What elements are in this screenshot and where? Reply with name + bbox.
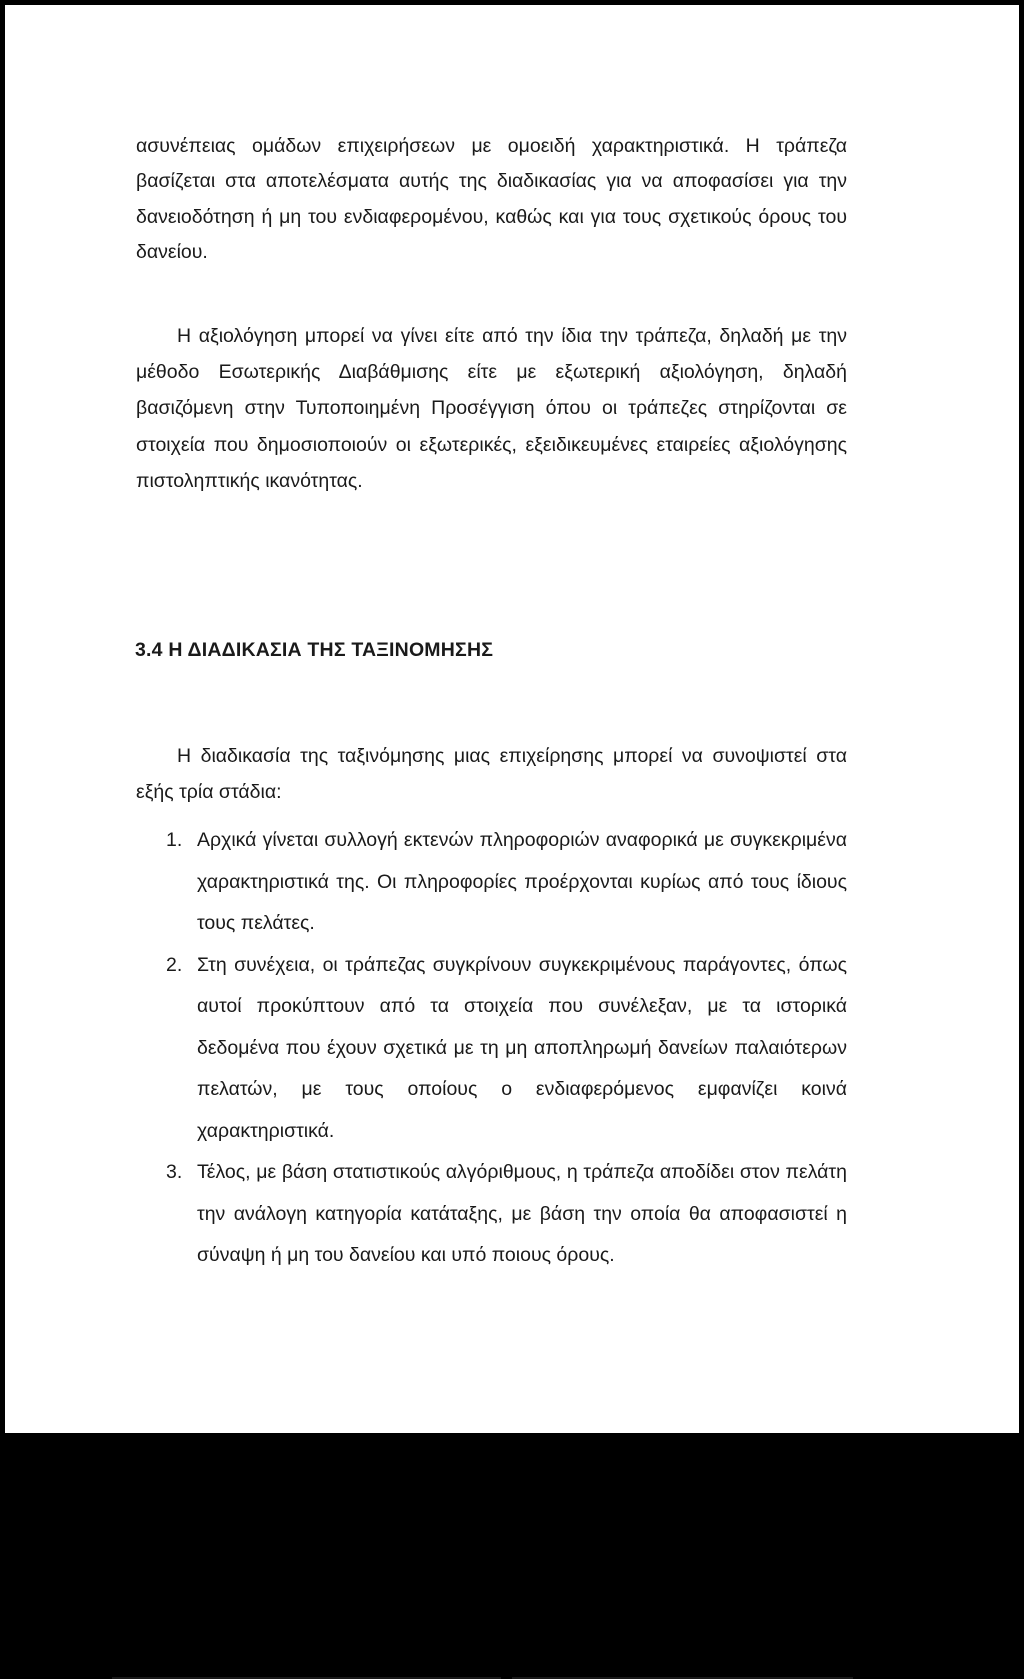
paragraph-evaluation: Η αξιολόγηση μπορεί να γίνει είτε από την ίδια την τράπεζα, δηλαδή με την μέθοδο Εσωτερικής Διαβάθμισης είτε με εξωτερική αξιολόγηση, δηλαδή βασιζόμενη στην Τυποποιημένη Προσέγγιση όπου οι τράπεζες στηρίζονται σε στοιχεία που δημοσιοποιούν οι εξωτερικές, εξειδικευμένες εταιρείες αξιολόγησης πιστοληπτικής ικανότητας. <box>136 325 847 492</box>
list-item-number: 2. <box>166 953 183 976</box>
list-item-number: 1. <box>166 829 183 851</box>
paragraph-intro: Η διαδικασία της ταξινόμησης μιας επιχείρησης μπορεί να συνοψιστεί στα εξής τρία στάδια: <box>136 745 847 803</box>
paragraph-continuation: ασυνέπειας ομάδων επιχειρήσεων με ομοειδή χαρακτηριστικά. Η τράπεζα βασίζεται στα αποτελέσματα αυτής της διαδικασίας για να αποφασίσει για την δανειοδότηση ή μη του ενδιαφερομένου, καθώς και για τους σχετικούς όρους του δανείου. <box>136 135 847 263</box>
steps-list <box>166 820 847 1277</box>
list-item <box>166 945 847 1153</box>
list-item-text: Αρχικά γίνεται συλλογή εκτενών πληροφοριών αναφορικά με συγκεκριμένα χαρακτηριστικά της. Οι πληροφορίες προέρχονται κυρίως από τους ίδιους τους πελάτες. <box>197 829 847 934</box>
list-item-number: 3. <box>166 1161 183 1183</box>
section-heading: 3.4 Η ΔΙΑΔΙΚΑΣΙΑ ΤΗΣ ΤΑΞΙΝΟΜΗΣΗΣ <box>135 639 494 661</box>
list-item-text: Τέλος, με βάση στατιστικούς αλγόριθμους, η τράπεζα αποδίδει στον πελάτη την ανάλογη κατηγορία κατάταξης, με βάση την οποία θα αποφασιστεί η σύναψη ή μη του δανείου και υπό ποιους όρους. <box>197 1161 847 1266</box>
footnote-rule-left <box>112 1677 501 1679</box>
list-item <box>166 1152 847 1277</box>
document-page <box>5 5 1019 1433</box>
list-item-text: Στη συνέχεια, οι τράπεζας συγκρίνουν συγκεκριμένους παράγοντες, όπως αυτοί προκύπτουν από τα στοιχεία που συνέλεξαν, με τα ιστορικά δεδομένα που έχουν σχετικά με τη μη αποπληρωμή δανείων παλαιότερων πελατών, με τους οποίους ο ενδιαφερόμενος εμφανίζει κοινά χαρακτηριστικά. <box>197 953 847 1142</box>
footnote-rule-right <box>512 1677 853 1679</box>
list-item <box>166 820 847 945</box>
